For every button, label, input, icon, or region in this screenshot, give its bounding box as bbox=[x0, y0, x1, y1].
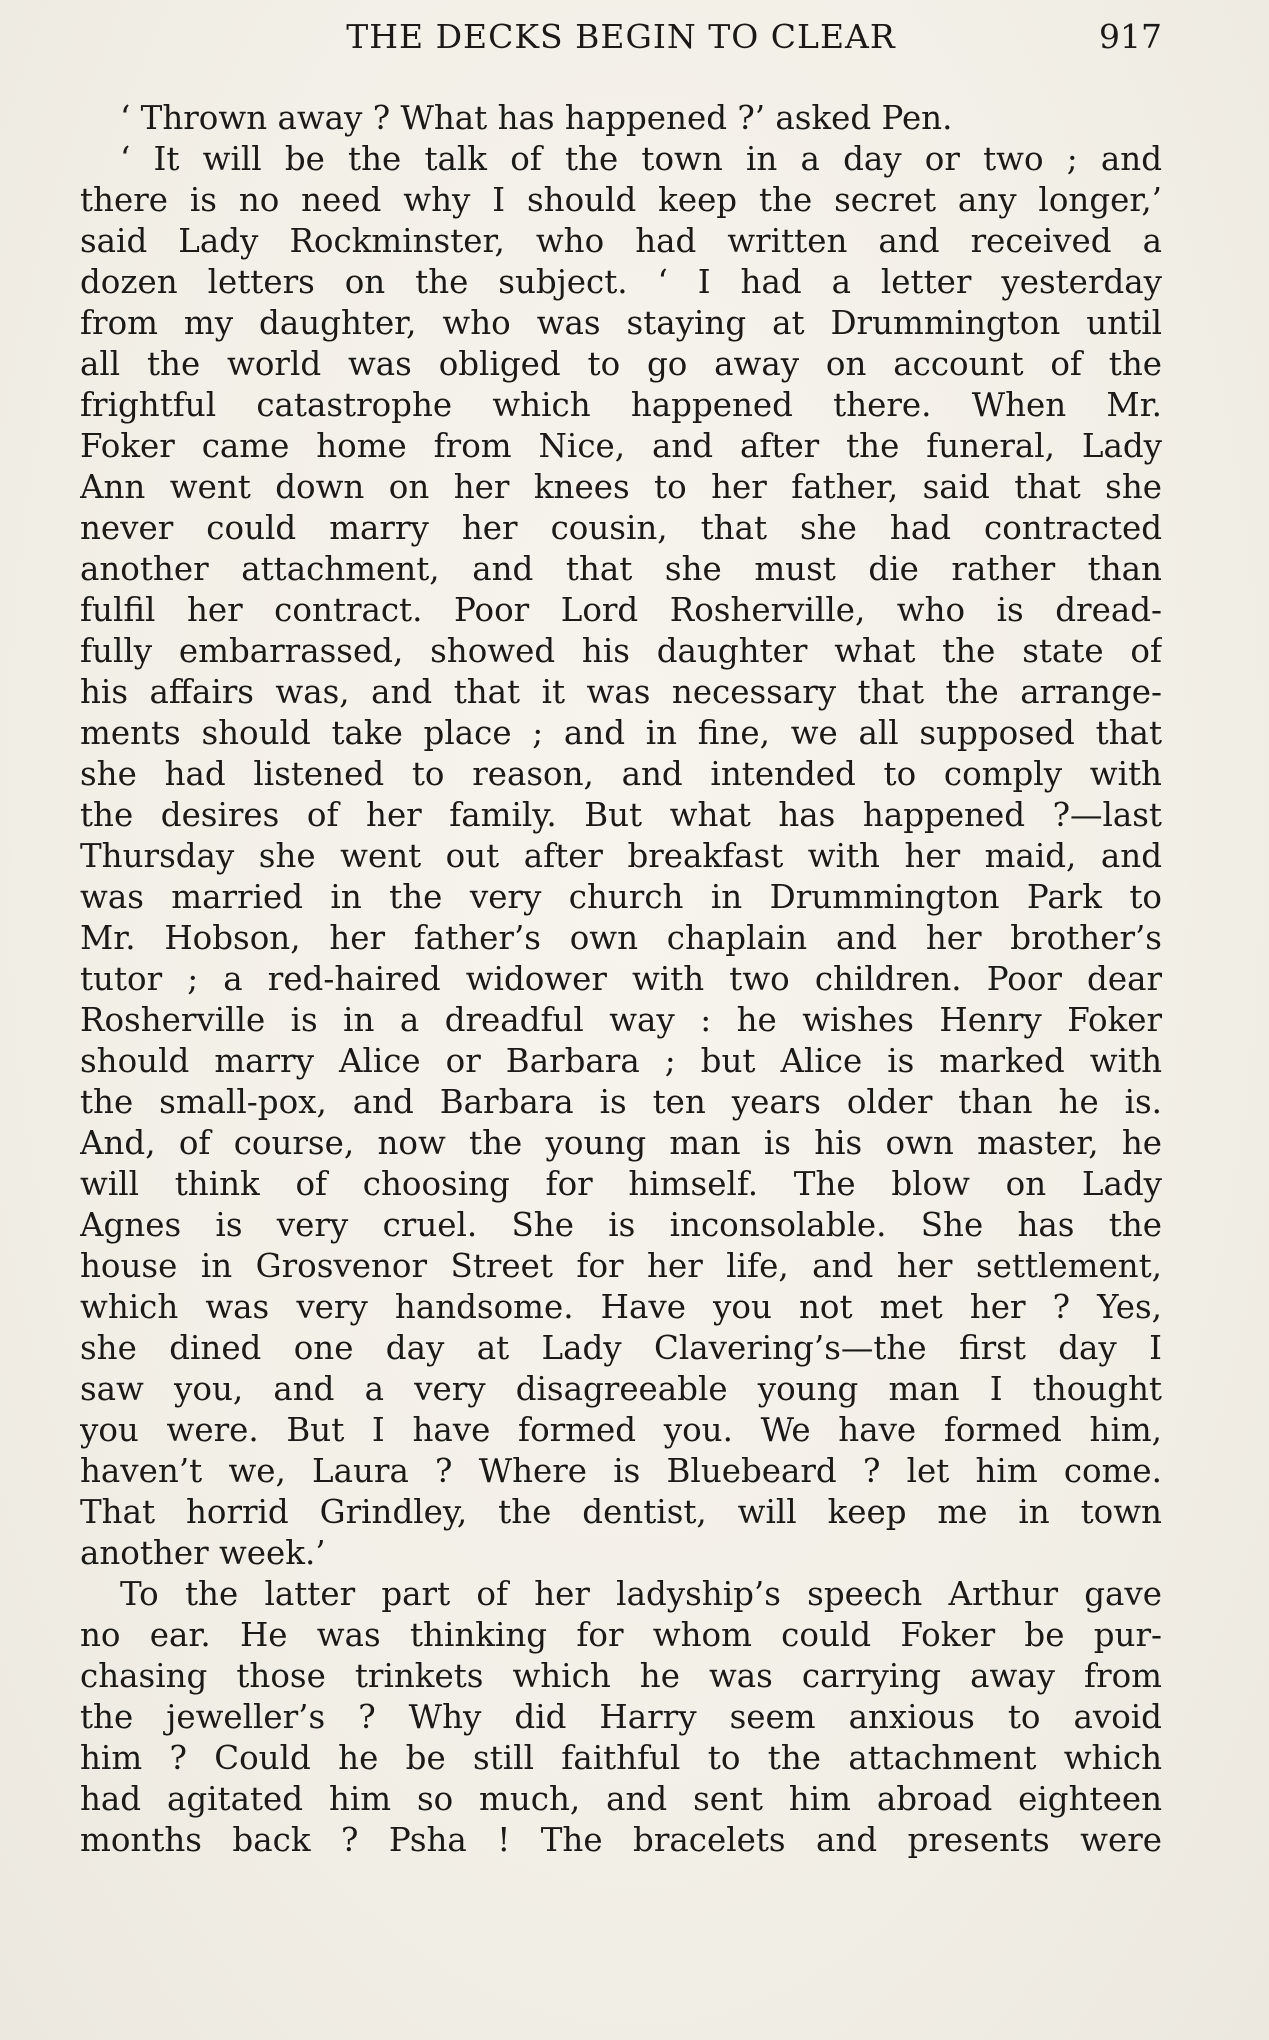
text-line: And, of course, now the young man is his own master, he bbox=[80, 1124, 1162, 1162]
text-line: saw you, and a very disagreeable young man I thought bbox=[80, 1370, 1162, 1408]
text-line: all the world was obliged to go away on account of the bbox=[80, 345, 1162, 383]
text-line: fully embarrassed, showed his daughter what the state of bbox=[80, 632, 1162, 670]
text-line: said Lady Rockminster, who had written and received a bbox=[80, 222, 1162, 260]
text-line: house in Grosvenor Street for her life, and her settlement, bbox=[80, 1247, 1162, 1285]
text-line: fulfil her contract. Poor Lord Rosherville, who is dread- bbox=[80, 591, 1162, 629]
text-line: which was very handsome. Have you not met her ? Yes, bbox=[80, 1288, 1162, 1326]
text-line: another week.’ bbox=[80, 1534, 326, 1572]
text-line: no ear. He was thinking for whom could Foker be pur- bbox=[80, 1616, 1162, 1654]
text-line: Foker came home from Nice, and after the funeral, Lady bbox=[80, 427, 1162, 465]
text-line: ‘ Thrown away ? What has happened ?’ asked Pen. bbox=[120, 99, 953, 137]
text-line: ments should take place ; and in fine, we all supposed that bbox=[80, 714, 1162, 752]
text-line: there is no need why I should keep the secret any longer,’ bbox=[80, 181, 1162, 219]
text-line: should marry Alice or Barbara ; but Alice is marked with bbox=[80, 1042, 1162, 1080]
text-line: him ? Could he be still faithful to the attachment which bbox=[80, 1739, 1162, 1777]
page-number: 917 bbox=[1099, 17, 1162, 56]
text-line: was married in the very church in Drummington Park to bbox=[80, 878, 1162, 916]
text-line: his affairs was, and that it was necessary that the arrange- bbox=[80, 673, 1162, 711]
text-line: Rosherville is in a dreadful way : he wishes Henry Foker bbox=[80, 1001, 1162, 1039]
text-line: the small-pox, and Barbara is ten years older than he is. bbox=[80, 1083, 1162, 1121]
text-line: from my daughter, who was staying at Drummington until bbox=[80, 304, 1162, 342]
text-line: Agnes is very cruel. She is inconsolable. She has the bbox=[80, 1206, 1162, 1244]
body-text bbox=[80, 98, 1162, 1861]
text-line: she dined one day at Lady Clavering’s—the first day I bbox=[80, 1329, 1162, 1367]
text-line: will think of choosing for himself. The blow on Lady bbox=[80, 1165, 1162, 1203]
text-line: the desires of her family. But what has happened ?—last bbox=[80, 796, 1162, 834]
text-line: Thursday she went out after breakfast with her maid, and bbox=[80, 837, 1162, 875]
text-line: ‘ It will be the talk of the town in a day or two ; and bbox=[120, 140, 1162, 178]
text-line: never could marry her cousin, that she had contracted bbox=[80, 509, 1162, 547]
text-line: you were. But I have formed you. We have formed him, bbox=[80, 1411, 1162, 1449]
text-line: dozen letters on the subject. ‘ I had a letter yesterday bbox=[80, 263, 1162, 301]
text-line: months back ? Psha ! The bracelets and presents were bbox=[80, 1821, 1162, 1859]
text-line: chasing those trinkets which he was carrying away from bbox=[80, 1657, 1162, 1695]
text-line: Mr. Hobson, her father’s own chaplain and her brother’s bbox=[80, 919, 1162, 957]
text-line: That horrid Grindley, the dentist, will keep me in town bbox=[80, 1493, 1162, 1531]
chapter-title: THE DECKS BEGIN TO CLEAR bbox=[346, 17, 896, 56]
text-line: Ann went down on her knees to her father, said that she bbox=[80, 468, 1162, 506]
text-line: she had listened to reason, and intended to comply with bbox=[80, 755, 1162, 793]
text-line: To the latter part of her ladyship’s speech Arthur gave bbox=[120, 1575, 1162, 1613]
text-line: another attachment, and that she must die rather than bbox=[80, 550, 1162, 588]
text-line: had agitated him so much, and sent him abroad eighteen bbox=[80, 1780, 1162, 1818]
text-line: the jeweller’s ? Why did Harry seem anxious to avoid bbox=[80, 1698, 1162, 1736]
text-line: haven’t we, Laura ? Where is Bluebeard ? let him come. bbox=[80, 1452, 1162, 1490]
text-line: frightful catastrophe which happened there. When Mr. bbox=[80, 386, 1162, 424]
text-line: tutor ; a red-haired widower with two children. Poor dear bbox=[80, 960, 1162, 998]
running-head bbox=[80, 14, 1162, 60]
